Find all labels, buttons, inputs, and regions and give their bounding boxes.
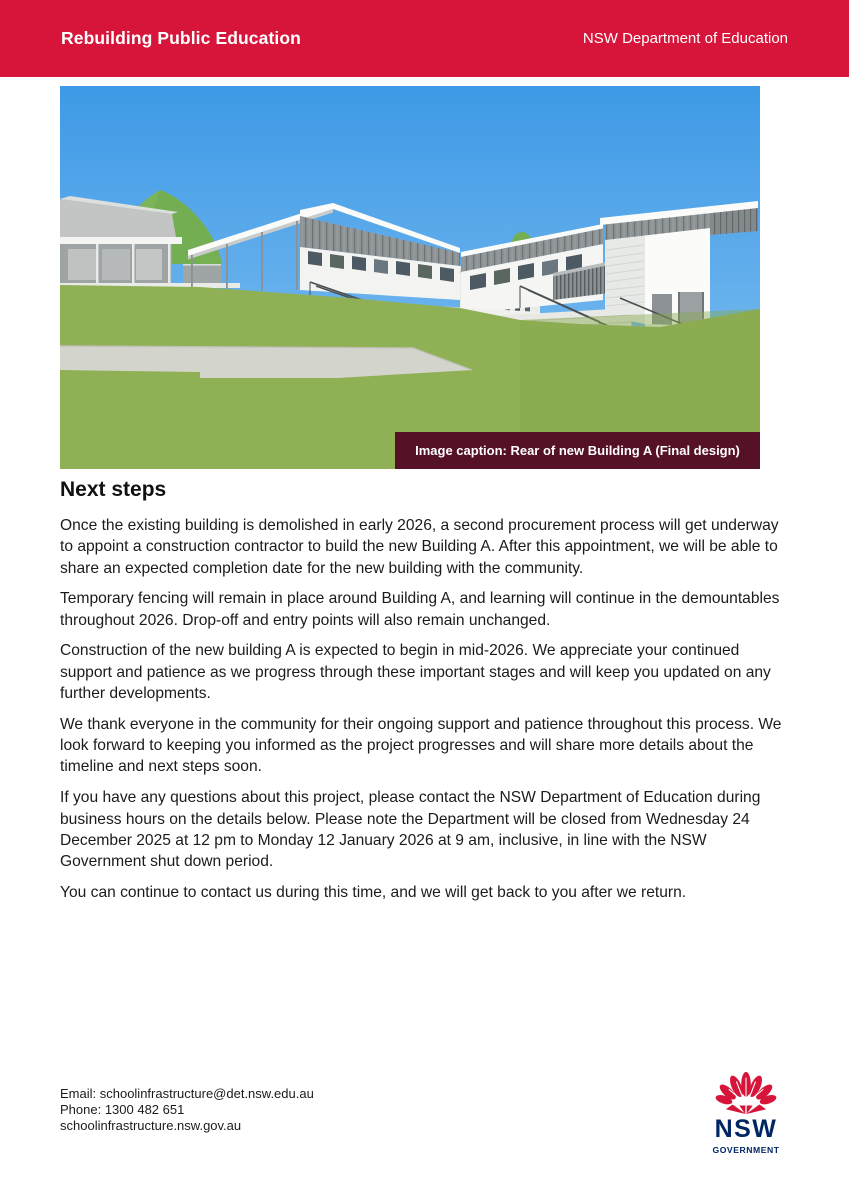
newsletter-title: Rebuilding Public Education — [61, 28, 301, 48]
waratah-icon — [713, 1070, 779, 1116]
paragraph-demolition: Once the existing building is demolished in early 2026, a second procurement process will get underway to appoint a construction contractor to build the new Building A. After this appointment, we will be able to share an expected completion date for the new building with the community. — [60, 517, 779, 577]
paragraph-construction: Construction of the new building A is expected to begin in mid-2026. We appreciate your continued support and patience as we progress through these important stages and will keep you updated on any further developments. — [60, 642, 771, 703]
department-name: NSW Department of Education — [582, 30, 788, 47]
nsw-government-logo — [708, 1070, 784, 1155]
image-caption: Image caption: Rear of new Building A (Final design) — [395, 432, 760, 469]
contact-phone: Phone: 1300 482 651 — [60, 1102, 185, 1118]
section-heading: Next steps — [60, 478, 167, 501]
paragraph-contact: If you have any questions about this project, please contact the NSW Department of Education during business hours on the details below. Please note the Department will be closed from Wednesday 24 December 2025 at 12 pm to Monday 12 January 2026 at 9 am, inclusive, in line with the NSW Government shut down period. — [60, 789, 761, 871]
logo-government-text: GOVERNMENT — [712, 1145, 780, 1155]
building-render-illustration — [60, 86, 760, 469]
paragraph-thanks: We thank everyone in the community for their ongoing support and patience throughout this process. We look forward to keeping you informed as the project progresses and will share more details about the timeline and next steps soon. — [60, 715, 782, 776]
contact-email: Email: schoolinfrastructure@det.nsw.edu.au — [60, 1086, 314, 1101]
paragraph-return: You can continue to contact us during this time, and we will get back to you after we return. — [60, 883, 687, 901]
contact-website: schoolinfrastructure.nsw.gov.au — [60, 1118, 242, 1134]
paragraph-fencing: Temporary fencing will remain in place around Building A, and learning will continue in the demountables throughout 2026. Drop-off and entry points will also remain unchanged. — [60, 590, 780, 629]
building-render-figure — [60, 86, 760, 469]
logo-nsw-text: NSW — [714, 1115, 778, 1143]
header-bar — [0, 0, 849, 77]
contact-details — [60, 1086, 314, 1135]
body-content — [60, 478, 789, 913]
